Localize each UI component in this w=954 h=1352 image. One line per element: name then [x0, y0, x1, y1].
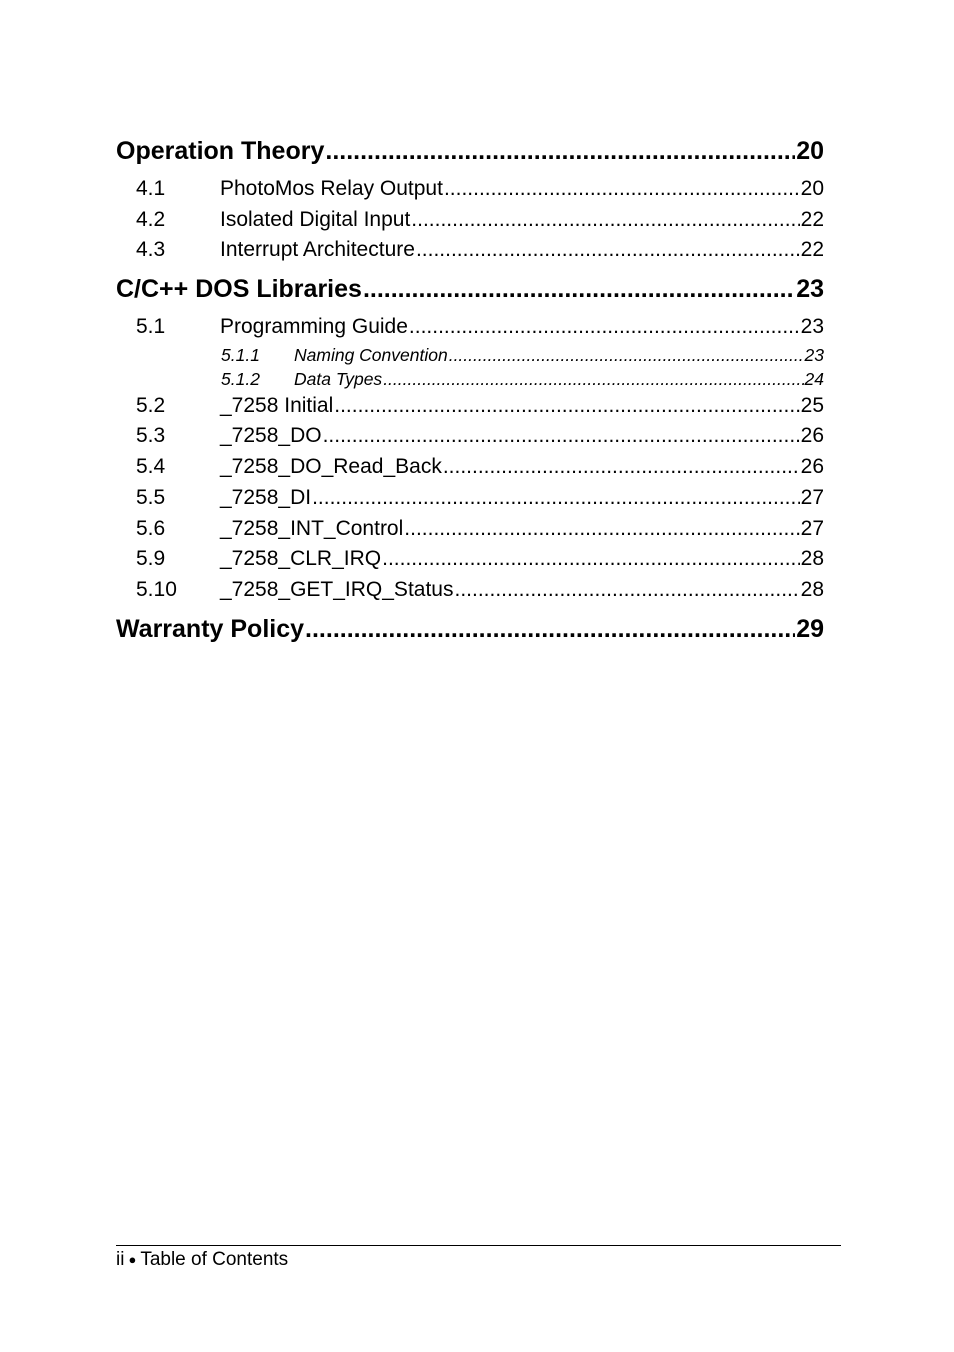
toc-section[interactable]: [116, 452, 824, 483]
toc-chapter-title: C/C++ DOS Libraries: [116, 275, 362, 304]
toc-dot-leader: [382, 544, 800, 575]
toc-dot-leader: [334, 391, 799, 422]
footer-page-number: ii: [116, 1249, 125, 1270]
toc-section[interactable]: [116, 483, 824, 514]
toc-section[interactable]: [116, 312, 824, 343]
toc-dot-leader: [312, 483, 800, 514]
toc-section-number: 5.1: [136, 315, 166, 339]
toc-chapter[interactable]: [116, 128, 824, 174]
toc-section[interactable]: [116, 575, 824, 606]
toc-dot-leader: [363, 266, 795, 312]
toc-dot-leader: [409, 312, 800, 343]
toc-section-number: 5.9: [136, 547, 166, 571]
toc-page-number: 28: [800, 577, 824, 601]
toc-subsection[interactable]: [116, 343, 824, 367]
bullet-icon: ●: [128, 1252, 137, 1267]
toc-chapter[interactable]: [116, 606, 824, 652]
toc-section-number: 4.3: [136, 238, 166, 262]
toc-section-number: 5.3: [136, 424, 166, 448]
toc-dot-leader: [325, 128, 795, 174]
toc-section[interactable]: [116, 235, 824, 266]
toc-section[interactable]: [116, 174, 824, 205]
toc-dot-leader: [454, 575, 799, 606]
page-footer: [116, 1249, 288, 1271]
toc-section-number: 5.4: [136, 455, 166, 479]
toc-section[interactable]: [116, 205, 824, 236]
toc-page-number: 20: [800, 177, 824, 200]
toc-dot-leader: [404, 514, 799, 545]
toc-page-number: 26: [800, 424, 824, 448]
toc-page-number: 28: [800, 547, 824, 571]
toc-subsection[interactable]: [116, 367, 824, 391]
toc-dot-leader: [323, 421, 800, 452]
toc-section-title: _7258_GET_IRQ_Status: [220, 577, 454, 601]
footer-section-label: Table of Contents: [140, 1249, 289, 1270]
toc-section-title: _7258_DI: [220, 485, 312, 509]
toc-subsection-title: Naming Convention: [294, 344, 448, 365]
toc-subsection-number: 5.1.2: [221, 368, 260, 389]
toc-section[interactable]: [116, 391, 824, 422]
toc-chapter-title: Warranty Policy: [116, 614, 305, 643]
toc-section-title: PhotoMos Relay Output: [220, 177, 443, 200]
footer-divider: [116, 1245, 841, 1246]
toc-dot-leader: [444, 174, 800, 205]
toc-section-number: 5.10: [136, 577, 177, 601]
toc-subsection-title: Data Types: [294, 368, 383, 389]
toc-section-title: _7258_CLR_IRQ: [220, 547, 382, 571]
toc-section[interactable]: [116, 544, 824, 575]
toc-page-number: 27: [800, 485, 824, 509]
toc-dot-leader: [305, 606, 795, 652]
toc-page-number: 23: [800, 315, 824, 339]
toc-dot-leader: [383, 367, 803, 391]
toc-section-title: _7258_INT_Control: [220, 516, 404, 540]
toc-section-title: Programming Guide: [220, 315, 408, 339]
toc-section-title: _7258 Initial: [220, 393, 334, 417]
toc-section-title: _7258_DO: [220, 424, 322, 448]
toc-section-title: _7258_DO_Read_Back: [220, 455, 442, 479]
toc-chapter-title: Operation Theory: [116, 137, 325, 165]
toc-dot-leader: [443, 452, 800, 483]
toc-section[interactable]: [116, 421, 824, 452]
toc-section-title: Interrupt Architecture: [220, 238, 415, 262]
toc-dot-leader: [411, 205, 799, 236]
toc-page-number: 25: [800, 393, 824, 417]
toc-page-number: 23: [804, 344, 824, 365]
toc-section-number: 4.2: [136, 207, 166, 231]
toc-section[interactable]: [116, 514, 824, 545]
toc-page-number: 22: [800, 238, 824, 262]
toc-chapter[interactable]: [116, 266, 824, 312]
toc-section-number: 5.5: [136, 485, 166, 509]
toc-page-number: 23: [796, 275, 824, 304]
toc-page-number: 24: [804, 368, 824, 389]
toc-page-number: 20: [796, 137, 824, 165]
toc-page-number: 22: [800, 207, 824, 231]
table-of-contents: [116, 128, 824, 652]
toc-page-number: 26: [800, 455, 824, 479]
toc-subsection-number: 5.1.1: [221, 344, 260, 365]
toc-page-number: 29: [796, 614, 824, 643]
toc-page-number: 27: [800, 516, 824, 540]
toc-section-title: Isolated Digital Input: [220, 207, 411, 231]
toc-section-number: 5.2: [136, 393, 166, 417]
toc-dot-leader: [416, 235, 800, 266]
toc-dot-leader: [449, 343, 804, 367]
toc-section-number: 4.1: [136, 177, 166, 200]
toc-section-number: 5.6: [136, 516, 166, 540]
